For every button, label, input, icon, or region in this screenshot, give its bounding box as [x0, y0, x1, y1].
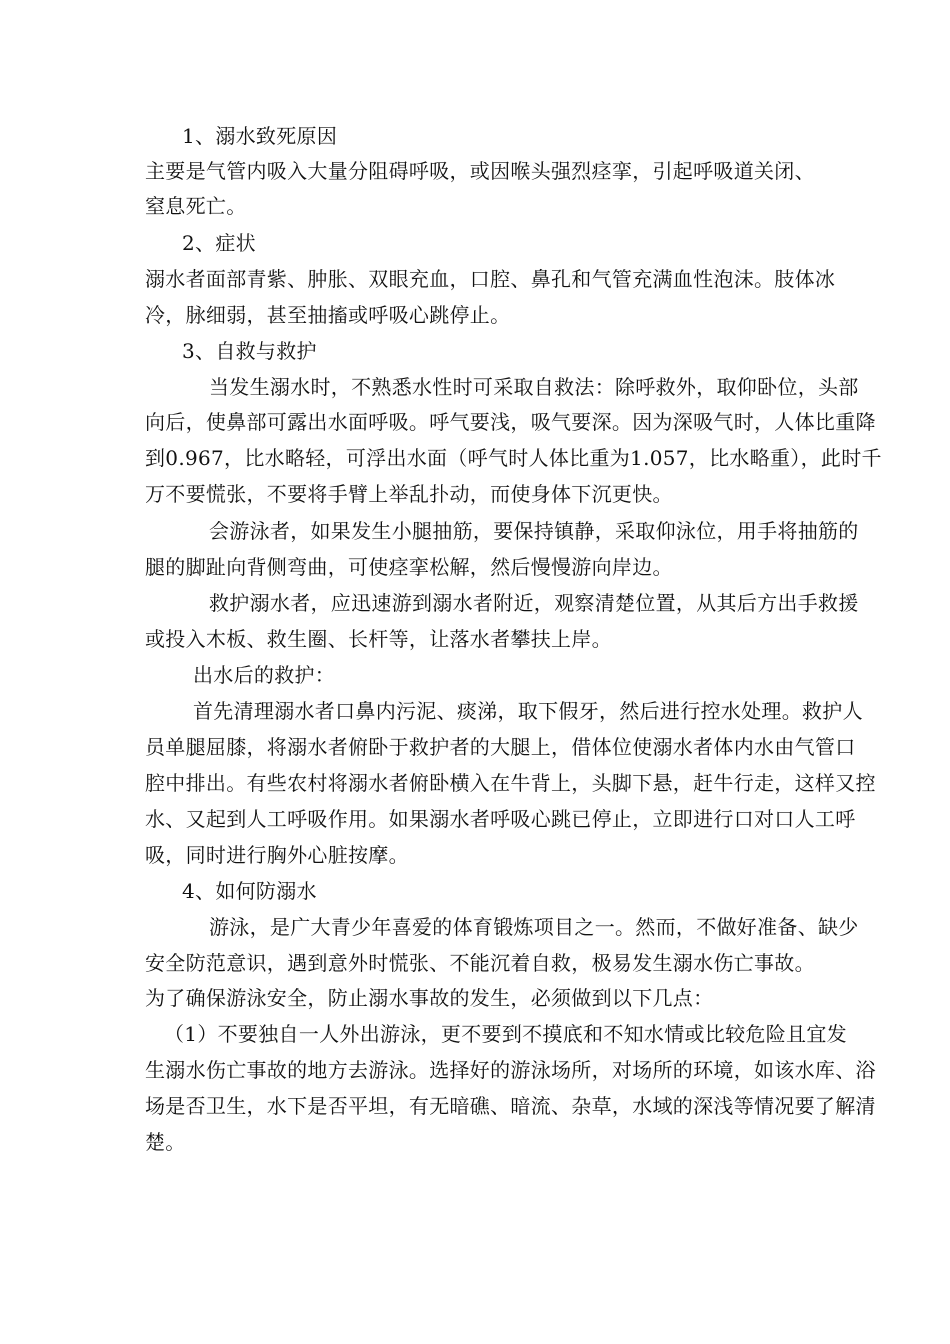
paragraph-line: 员单腿屈膝，将溺水者俯卧于救护者的大腿上，借体位使溺水者体内水由气管口 [145, 735, 856, 759]
paragraph-line: 安全防范意识，遇到意外时慌张、不能沉着自救，极易发生溺水伤亡事故。 [145, 951, 815, 975]
paragraph-line: 腔中排出。有些农村将溺水者俯卧横入在牛背上，头脚下悬，赶牛行走，这样又控 [145, 771, 876, 795]
paragraph-line: 溺水者面部青紫、肿胀、双眼充血，口腔、鼻孔和气管充满血性泡沫。肢体冰 [145, 267, 836, 291]
heading-self-rescue: 3、自救与救护 [182, 339, 317, 363]
list-item-1-line: 生溺水伤亡事故的地方去游泳。选择好的游泳场所，对场所的环境，如该水库、浴 [145, 1058, 876, 1082]
list-item-1-line: 场是否卫生，水下是否平坦，有无暗礁、暗流、杂草，水域的深浅等情况要了解清 [145, 1094, 876, 1118]
paragraph-line: 为了确保游泳安全，防止溺水事故的发生，必须做到以下几点： [145, 986, 714, 1010]
paragraph-line: 腿的脚趾向背侧弯曲，可使痉挛松解，然后慢慢游向岸边。 [145, 555, 673, 579]
paragraph-line: 或投入木板、救生圈、长杆等，让落水者攀扶上岸。 [145, 627, 612, 651]
paragraph-line: 首先清理溺水者口鼻内污泥、痰涕，取下假牙，然后进行控水处理。救护人 [193, 699, 863, 723]
heading-prevention: 4、如何防溺水 [182, 879, 317, 903]
heading-drowning-cause: 1、溺水致死原因 [182, 124, 338, 148]
subheading-after-rescue: 出水后的救护： [193, 663, 336, 687]
paragraph-line: 冷，脉细弱，甚至抽搐或呼吸心跳停止。 [145, 303, 511, 327]
paragraph-line: 当发生溺水时，不熟悉水性时可采取自救法：除呼救外，取仰卧位，头部 [209, 375, 859, 399]
paragraph-line: 吸，同时进行胸外心脏按摩。 [145, 843, 409, 867]
list-item-1-line: （1）不要独自一人外出游泳，更不要到不摸底和不知水情或比较危险且宜发 [164, 1022, 847, 1046]
paragraph-line: 到0.967，比水略轻，可浮出水面（呼气时人体比重为1.057，比水略重），此时千 [145, 446, 882, 470]
paragraph-line: 向后，使鼻部可露出水面呼吸。呼气要浅，吸气要深。因为深吸气时，人体比重降 [145, 410, 876, 434]
paragraph-line: 救护溺水者，应迅速游到溺水者附近，观察清楚位置，从其后方出手救援 [209, 591, 859, 615]
paragraph-line: 窒息死亡。 [145, 194, 247, 218]
paragraph-line: 主要是气管内吸入大量分阻碍呼吸，或因喉头强烈痉挛，引起呼吸道关闭、 [145, 159, 815, 183]
paragraph-line: 游泳，是广大青少年喜爱的体育锻炼项目之一。然而，不做好准备、缺少 [209, 915, 859, 939]
paragraph-line: 万不要慌张，不要将手臂上举乱扑动，而使身体下沉更快。 [145, 482, 673, 506]
list-item-1-line: 楚。 [145, 1130, 186, 1154]
heading-symptoms: 2、症状 [182, 231, 256, 255]
paragraph-line: 水、又起到人工呼吸作用。如果溺水者呼吸心跳已停止，立即进行口对口人工呼 [145, 807, 856, 831]
paragraph-line: 会游泳者，如果发生小腿抽筋，要保持镇静，采取仰泳位，用手将抽筋的 [209, 519, 859, 543]
